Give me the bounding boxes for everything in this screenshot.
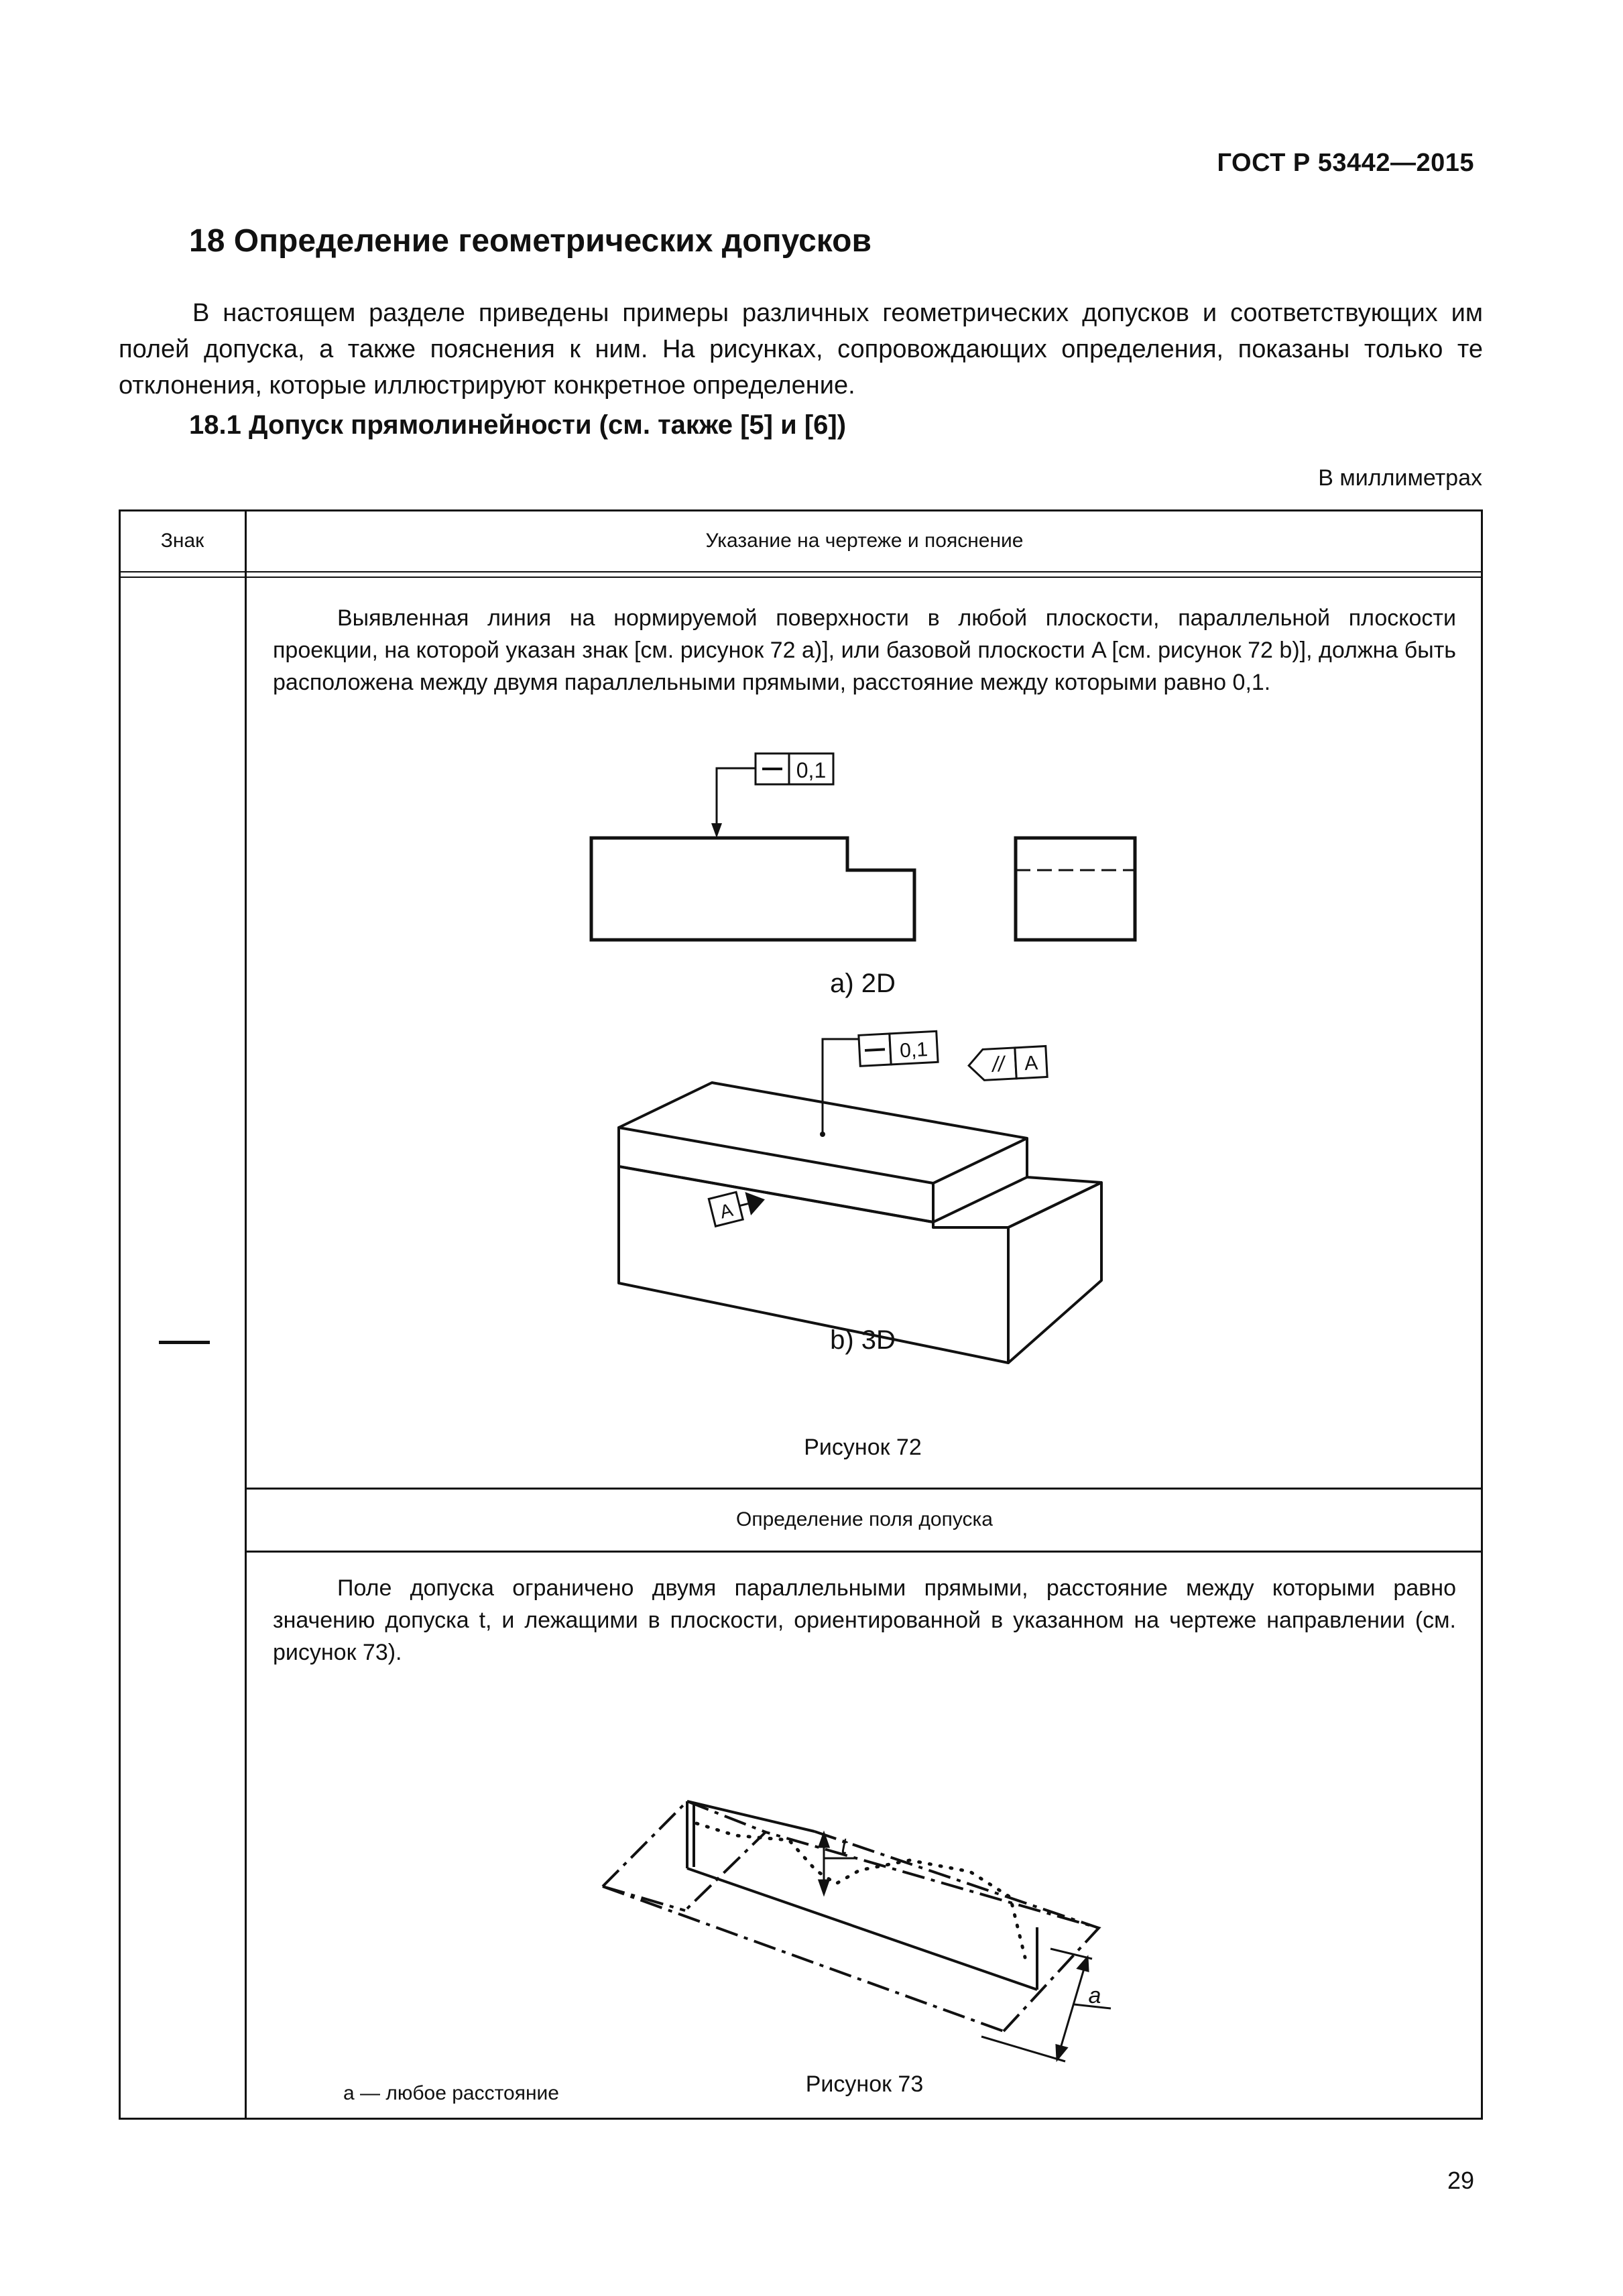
fig72b-leader-dot bbox=[820, 1132, 825, 1137]
zone-text: Поле допуска ограничено двумя параллельными прямыми, расстояние между которыми равно значению допуска t, и лежащими в плоскости, ориентированной в указанном на чертеже направлении (см. рисунок 73). bbox=[273, 1575, 1456, 1665]
fig72b-control-frame bbox=[859, 1031, 938, 1066]
straightness-table bbox=[119, 509, 1483, 2120]
fig72a-leader bbox=[717, 768, 756, 826]
col-header-sign: Знак bbox=[160, 530, 204, 552]
section-intro: В настоящем разделе приведены примеры различных геометрических допусков и соответствующих им полей допуска, а также пояснения к ним. На рисунках, сопровождающих определения, показаны только те отклонения, которые иллюстрируют конкретное определение. bbox=[119, 299, 1483, 400]
fig73-label-a: a bbox=[1088, 1983, 1101, 2008]
fig72b-orientation-datum: A bbox=[1024, 1052, 1038, 1075]
fig72b-tolerance-value: 0,1 bbox=[899, 1038, 928, 1063]
fig72a-side-view bbox=[1016, 838, 1135, 940]
fig72b-leader bbox=[823, 1039, 859, 1133]
section-title: 18 Определение геометрических допусков bbox=[189, 223, 871, 259]
fig72-sub-a: a) 2D bbox=[830, 969, 896, 998]
col-header-indication: Указание на чертеже и пояснение bbox=[705, 530, 1024, 552]
figure-73-drawing bbox=[119, 1555, 1483, 2120]
fig72a-tolerance-value: 0,1 bbox=[796, 758, 827, 782]
indication-text: Выявленная линия на нормируемой поверхности в любой плоскости, параллельной плоскости проекции, на которой указан знак [см. рисунок 72 a)], или базовой плоскости A [см. рисунок 72 b)], должна быть расположена между двумя параллельными прямыми, расстояние между которыми равно 0,1. bbox=[273, 605, 1456, 695]
fig73-legend: a — любое расстояние bbox=[343, 2082, 559, 2104]
fig72a-front-view bbox=[591, 838, 914, 940]
subsection-title: 18.1 Допуск прямолинейности (см. также [5] и [6]) bbox=[189, 410, 847, 440]
fig73-label-t: t bbox=[841, 1833, 847, 1859]
fig73-t-dimension bbox=[819, 1833, 856, 1894]
fig72b-parallel-symbol: // bbox=[991, 1051, 1005, 1077]
page-number: 29 bbox=[1447, 2167, 1474, 2194]
fig72b-block bbox=[619, 1083, 1101, 1363]
fig72-sub-b: b) 3D bbox=[830, 1325, 896, 1355]
fig72b-datum-letter: A bbox=[717, 1199, 735, 1223]
units-note: В миллиметрах bbox=[1318, 465, 1482, 491]
document-header: ГОСТ Р 53442—2015 bbox=[1217, 149, 1474, 177]
fig72-caption: Рисунок 72 bbox=[804, 1435, 922, 1460]
zone-header: Определение поля допуска bbox=[736, 1508, 993, 1530]
zone-header-bottom-line bbox=[245, 1551, 1483, 1553]
fig72a-arrowhead bbox=[711, 823, 722, 838]
fig72b-orientation-plane-indicator bbox=[968, 1046, 1047, 1081]
figure-72-drawing bbox=[119, 509, 1483, 1488]
fig73-caption: Рисунок 73 bbox=[805, 2071, 924, 2097]
fig73-plane bbox=[603, 1801, 1099, 2031]
